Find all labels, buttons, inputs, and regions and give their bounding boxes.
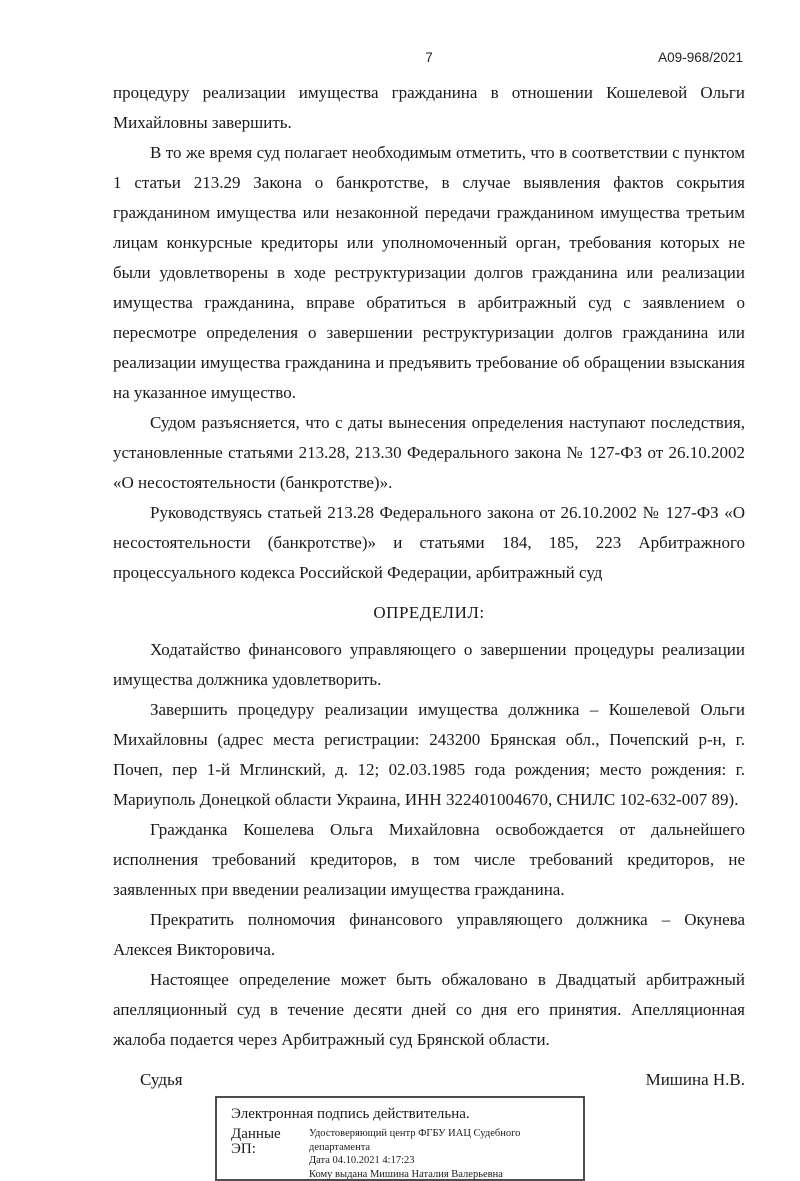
document-body — [113, 78, 745, 1055]
stamp-details — [309, 1127, 549, 1181]
operative-paragraph: Прекратить полномочия финансового управляющего должника – Окунева Алексея Викторовича. — [113, 905, 745, 965]
judge-name: Мишина Н.В. — [646, 1069, 745, 1091]
stamp-detail-certifying-center: Удостоверяющий центр ФГБУ ИАЦ Судебного департамента — [309, 1127, 549, 1154]
operative-paragraph: Завершить процедуру реализации имущества должника – Кошелевой Ольги Михайловны (адрес места регистрации: 243200 Брянская обл., Почепский р-н, г. Почеп, пер 1-й Мглинский, д. 12; 02.03.1985 года рождения; место рождения: г. Мариуполь Донецкой области Украина, ИНН 322401004670, СНИЛС 102-632-007 89). — [113, 695, 745, 815]
signature-row — [113, 1069, 745, 1091]
stamp-valid-text: Электронная подпись действительна. — [231, 1105, 577, 1124]
resolution-heading: ОПРЕДЕЛИЛ: — [113, 598, 745, 628]
operative-paragraph: Настоящее определение может быть обжаловано в Двадцатый арбитражный апелляционный суд в течение десяти дней со дня его принятия. Апелляционная жалоба подается через Арбитражный суд Брянской области. — [113, 965, 745, 1055]
stamp-detail-issued-to: Кому выдана Мишина Наталия Валерьевна — [309, 1168, 549, 1181]
stamp-detail-date: Дата 04.10.2021 4:17:23 — [309, 1154, 549, 1168]
stamp-data-row — [231, 1127, 577, 1181]
page-header — [113, 50, 745, 70]
judge-label: Судья — [140, 1069, 183, 1091]
operative-paragraph: Ходатайство финансового управляющего о завершении процедуры реализации имущества должника удовлетворить. — [113, 635, 745, 695]
paragraph-continuation: процедуру реализации имущества гражданина в отношении Кошелевой Ольги Михайловны завершить. — [113, 78, 745, 138]
stamp-data-label: Данные ЭП: — [231, 1127, 309, 1157]
paragraph: В то же время суд полагает необходимым отметить, что в соответствии с пунктом 1 статьи 213.29 Закона о банкротстве, в случае выявления фактов сокрытия гражданином имущества или незаконной передачи гражданином имущества третьим лицам конкурсные кредиторы или уполномоченный орган, требования которых не были удовлетворены в ходе реструктуризации долгов гражданина или реализации имущества гражданина, вправе обратиться в арбитражный суд с заявлением о пересмотре определения о завершении реструктуризации долгов гражданина или реализации имущества гражданина и предъявить требование об обращении взыскания на указанное имущество. — [113, 138, 745, 408]
page-number: 7 — [425, 50, 433, 65]
document-content — [113, 50, 745, 1181]
case-number: А09-968/2021 — [658, 50, 743, 65]
paragraph: Судом разъясняется, что с даты вынесения определения наступают последствия, установленные статьями 213.28, 213.30 Федерального закона № 127-ФЗ от 26.10.2002 «О несостоятельности (банкротстве)». — [113, 408, 745, 498]
paragraph: Руководствуясь статьей 213.28 Федерального закона от 26.10.2002 № 127-ФЗ «О несостоятельности (банкротстве)» и статьями 184, 185, 223 Арбитражного процессуального кодекса Российской Федерации, арбитражный суд — [113, 498, 745, 588]
operative-paragraph: Гражданка Кошелева Ольга Михайловна освобождается от дальнейшего исполнения требований кредиторов, в том числе требований кредиторов, не заявленных при введении реализации имущества гражданина. — [113, 815, 745, 905]
electronic-signature-stamp — [215, 1096, 585, 1181]
